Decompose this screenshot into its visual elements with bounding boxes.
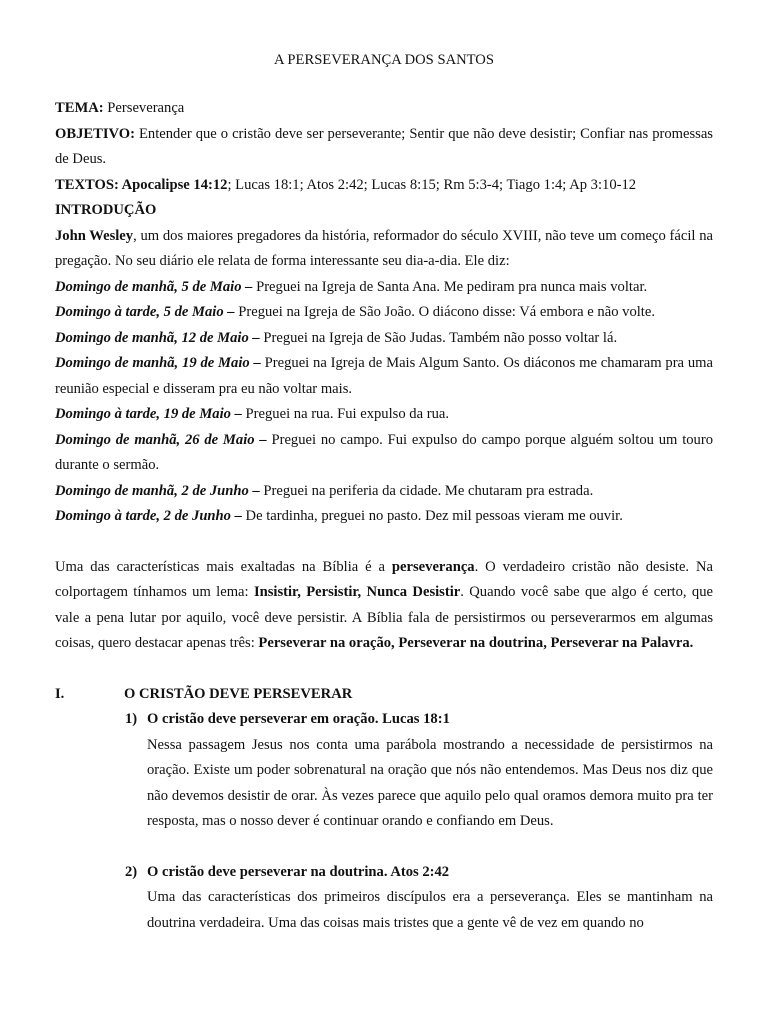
objetivo-text: Entender que o cristão deve ser perseverante; Sentir que não deve desistir; Confiar nas promessas de Deus. (55, 125, 713, 167)
page-title: A PERSEVERANÇA DOS SANTOS (274, 52, 494, 68)
tema-line (55, 96, 713, 122)
diary-entry (55, 326, 713, 352)
body-paragraph (55, 555, 713, 657)
introducao-name: John Wesley (55, 227, 134, 244)
subsection-number: 1) (125, 711, 138, 727)
tema-text: Perseverança (103, 100, 185, 116)
diary-date: Domingo de manhã, 12 de Maio – (55, 329, 260, 346)
subsection-heading (125, 707, 713, 733)
paragraph-emphasis: Perseverar na oração, Perseverar na doutrina, Perseverar na Palavra. (258, 635, 694, 651)
objetivo-label: OBJETIVO: (55, 125, 135, 142)
subsection (125, 707, 713, 733)
diary-entry (55, 428, 713, 479)
subsection-body: Uma das características dos primeiros discípulos era a perseverança. Eles se mantinham na doutrina verdadeira. Uma das coisas mais tristes que a gente vê de vez em quando no (147, 889, 713, 931)
diary-date: Domingo de manhã, 2 de Junho – (55, 482, 260, 499)
introducao-paragraph (55, 224, 713, 275)
section-title: O CRISTÃO DEVE PERSEVERAR (124, 685, 353, 702)
subsection-title: O cristão deve perseverar em oração. Lucas 18:1 (147, 711, 450, 727)
paragraph-text: Uma das características mais exaltadas na Bíblia é a (55, 558, 392, 575)
subsection (125, 860, 713, 886)
spacer (55, 835, 713, 860)
diary-entry (55, 479, 713, 505)
diary-text: Preguei na Igreja de São João. O diácono disse: Vá embora e não volte. (234, 304, 655, 320)
subsection-heading (125, 860, 713, 886)
section-number: I. (55, 685, 65, 702)
paragraph-emphasis: Insistir, Persistir, Nunca Desistir (253, 584, 461, 600)
diary-date: Domingo à tarde, 5 de Maio – (55, 304, 235, 320)
textos-line (55, 173, 713, 199)
diary-text: Preguei na rua. Fui expulso da rua. (241, 406, 449, 422)
diary-entry (55, 300, 713, 326)
objetivo-line (55, 122, 713, 173)
diary-text: Preguei na periferia da cidade. Me chutaram pra estrada. (259, 482, 594, 499)
diary-text: Preguei na Igreja de Mais Algum Santo. Os diáconos me chamaram pra uma reunião especial e disseram pra eu não voltar mais. (55, 355, 713, 397)
diary-text: Preguei na Igreja de São Judas. Também não posso voltar lá. (259, 329, 618, 346)
paragraph-text: . Quando você sabe que algo é certo, que vale a pena lutar por aquilo, você deve persistir. A Bíblia fala de persistirmos ou perseverarmos em algumas coisas, quero destacar apenas três: (55, 584, 713, 651)
diary-date: Domingo de manhã, 19 de Maio – (55, 355, 261, 371)
tema-label: TEMA: (55, 100, 104, 116)
diary-date: Domingo de manhã, 5 de Maio – (55, 278, 253, 295)
diary-text: Preguei na Igreja de Santa Ana. Me pediram pra nunca mais voltar. (252, 278, 648, 295)
textos-text: ; Lucas 18:1; Atos 2:42; Lucas 8:15; Rm 5:3-4; Tiago 1:4; Ap 3:10-12 (227, 176, 637, 193)
spacer (55, 657, 713, 682)
section-heading (55, 682, 713, 708)
diary-entry (55, 504, 713, 530)
document-content (55, 48, 713, 936)
diary-date: Domingo de manhã, 26 de Maio – (55, 431, 267, 448)
diary-text: De tardinha, preguei no pasto. Dez mil pessoas vieram me ouvir. (241, 508, 623, 524)
textos-label: TEXTOS: Apocalipse 14:12 (55, 176, 228, 193)
diary-entry (55, 402, 713, 428)
diary-date: Domingo à tarde, 19 de Maio – (55, 406, 242, 422)
introducao-heading: INTRODUÇÃO (55, 202, 157, 218)
spacer (55, 530, 713, 555)
subsection-number: 2) (125, 863, 138, 880)
paragraph-text: . O verdadeiro cristão não desiste. Na colportagem tínhamos um lema: (55, 558, 713, 600)
paragraph-emphasis: perseverança (391, 558, 475, 575)
subsection-body: Nessa passagem Jesus nos conta uma parábola mostrando a necessidade de persistirmos na oração. Existe um poder sobrenatural na oração que nós não entendemos. Mas Deus nos diz que não devemos desistir de orar. Às vezes parece que aquilo pelo qual oramos demora muito pra ter resposta, mas o nosso dever é continuar orando e confiando em Deus. (147, 736, 713, 829)
diary-text: Preguei no campo. Fui expulso do campo porque alguém soltou um touro durante o sermão. (55, 431, 714, 473)
subsection-title: O cristão deve perseverar na doutrina. Atos 2:42 (147, 863, 450, 880)
introducao-text: , um dos maiores pregadores da história, reformador do século XVIII, não teve um começo fácil na pregação. No seu diário ele relata de forma interessante seu dia-a-dia. Ele diz: (55, 227, 713, 269)
diary-date: Domingo à tarde, 2 de Junho – (55, 508, 242, 524)
diary-entry (55, 275, 713, 301)
diary-entry (55, 351, 713, 402)
